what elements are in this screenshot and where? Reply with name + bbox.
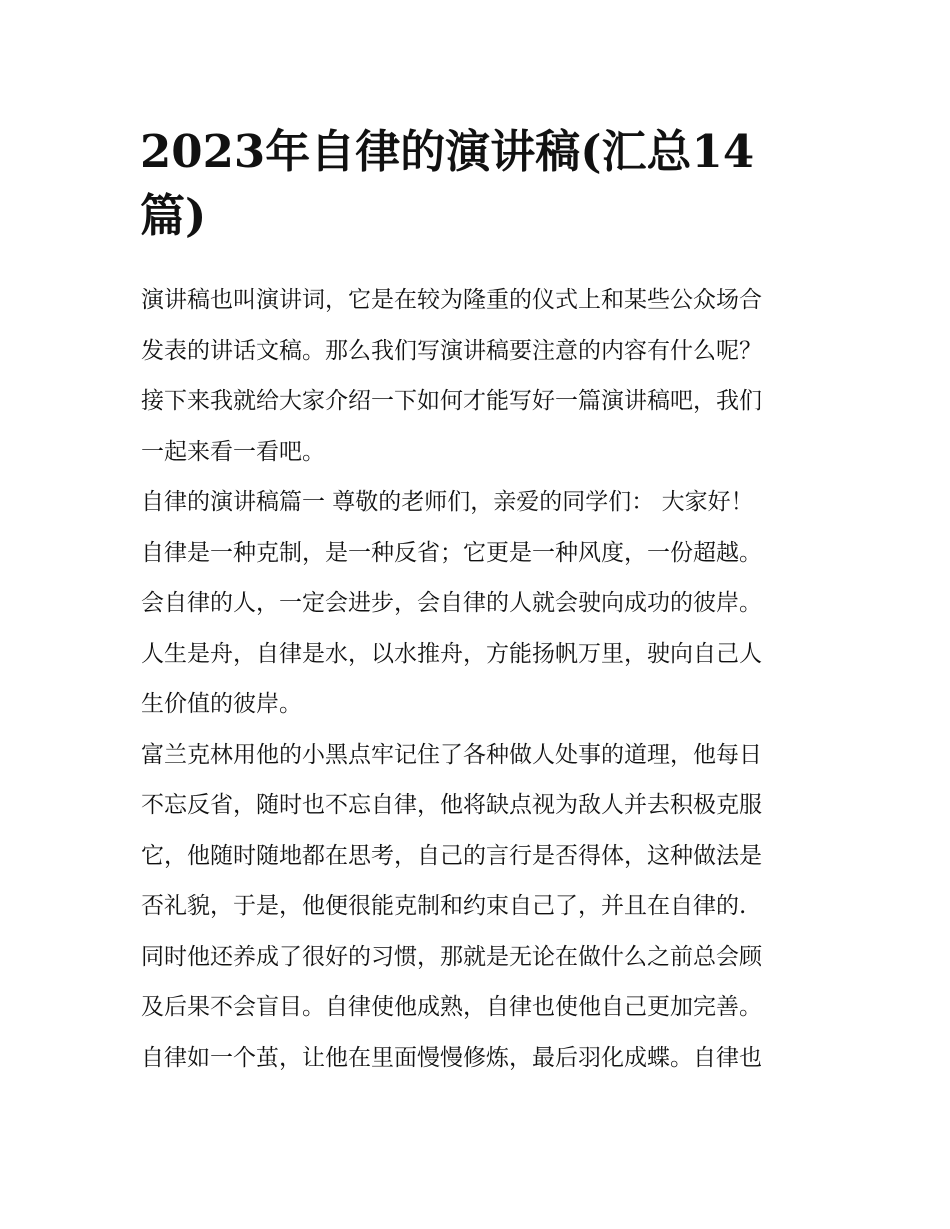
text-line: 同时他还养成了很好的习惯，那就是无论在做什么之前总会顾 (141, 943, 762, 970)
text-line: 一起来看一看吧。 (141, 438, 325, 465)
text-line: 富兰克林用他的小黑点牢记住了各种做人处事的道理，他每日 (141, 741, 762, 768)
text-line: 不忘反省，随时也不忘自律，他将缺点视为敌人并去积极克服 (141, 792, 762, 818)
paragraph-intro (141, 275, 821, 477)
text-line: 否礼貌，于是，他便很能克制和约束自己了，并且在自律的. (141, 893, 747, 919)
text-line: 自律是一种克制，是一种反省；它更是一种风度，一份超越。 (141, 539, 762, 566)
text-line: 发表的讲话文稿。那么我们写演讲稿要注意的内容有什么呢？ (141, 337, 762, 364)
text-line: 自律如一个茧，让他在里面慢慢修炼，最后羽化成蝶。自律也 (141, 1044, 762, 1071)
title-line-1: 2023年自律的演讲稿(汇总14 (140, 125, 755, 178)
text-line: 自律的演讲稿篇一 尊敬的老师们，亲爱的同学们： 大家好！ (141, 489, 754, 515)
text-line: 人生是舟，自律是水，以水推舟，方能扬帆万里，驶向自己人 (141, 640, 762, 667)
text-line: 演讲稿也叫演讲词，它是在较为隆重的仪式上和某些公众场合 (141, 287, 762, 313)
text-line: 生价值的彼岸。 (141, 691, 302, 717)
document-body (141, 275, 821, 1083)
paragraph-speech-one (141, 477, 821, 730)
text-line: 接下来我就给大家介绍一下如何才能写好一篇演讲稿吧，我们 (141, 388, 762, 414)
title-line-2: 篇) (140, 189, 207, 242)
paragraph-franklin (141, 730, 821, 1084)
text-line: 会自律的人，一定会进步，会自律的人就会驶向成功的彼岸。 (141, 590, 762, 616)
text-line: 及后果不会盲目。自律使他成熟，自律也使他自己更加完善。 (141, 994, 762, 1020)
page-title (140, 120, 820, 248)
text-line: 它，他随时随地都在思考，自己的言行是否得体，这种做法是 (141, 842, 762, 869)
